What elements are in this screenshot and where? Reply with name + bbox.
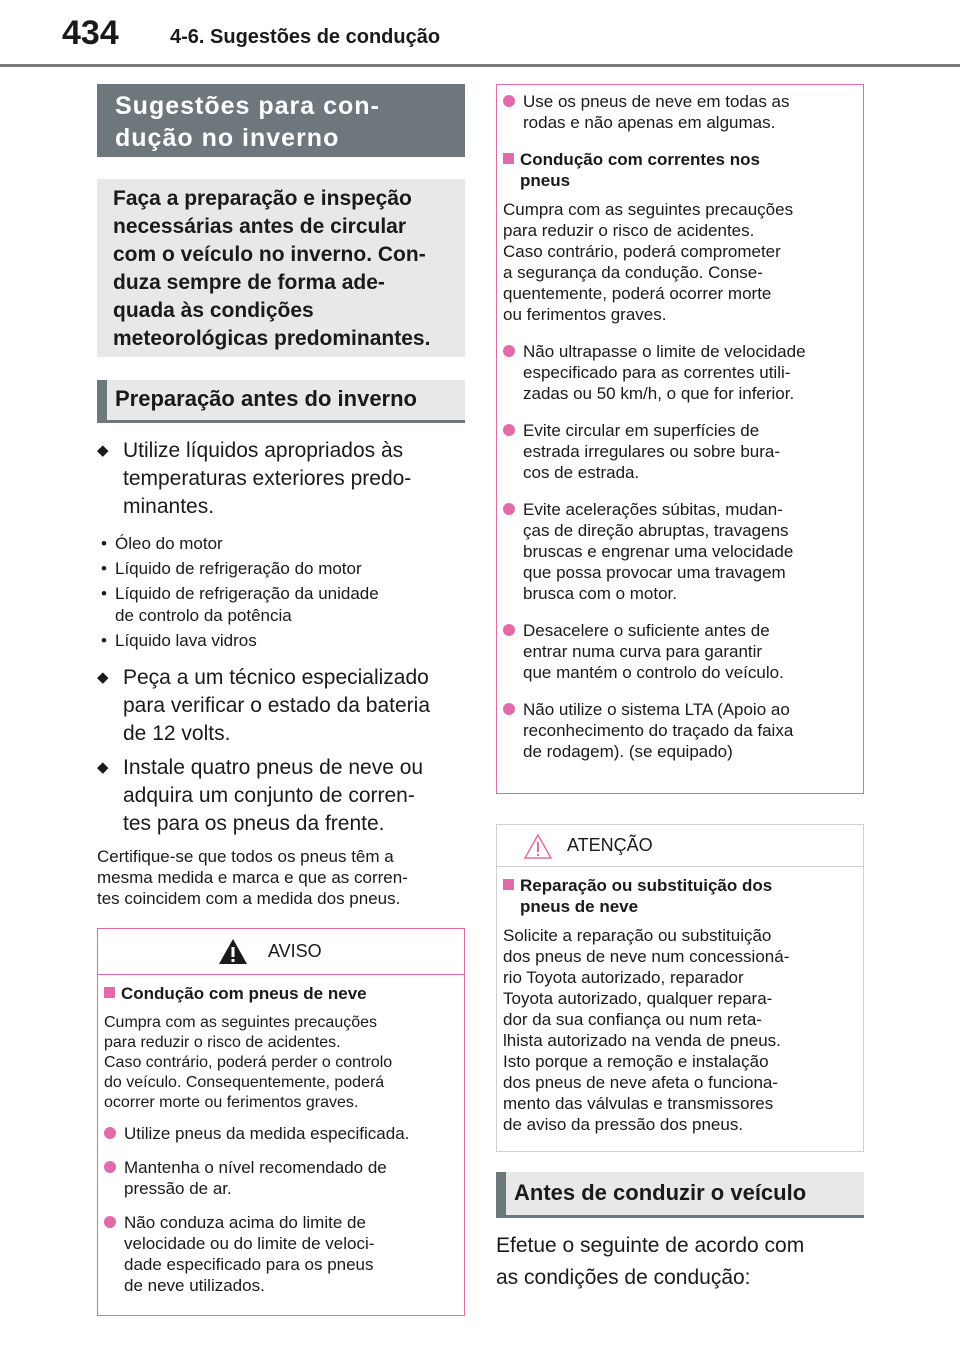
- item-line: Desacelere o suficiente antes de: [523, 621, 770, 640]
- chapter-title-line: Sugestões para con-: [115, 92, 380, 120]
- atencao-line: rio Toyota autorizado, reparador: [503, 968, 744, 987]
- list-item: [104, 1123, 458, 1144]
- list-item: [503, 420, 857, 483]
- intro-panel: [97, 179, 465, 357]
- list-item: [503, 699, 857, 762]
- chains-intro-line: Caso contrário, poderá comprometer: [503, 242, 781, 261]
- aviso-header: [98, 929, 464, 975]
- aviso-item-line: Mantenha o nível recomendado de: [124, 1158, 387, 1177]
- atencao-box: [496, 824, 864, 1152]
- section-title: 4-6. Sugestões de condução: [170, 26, 441, 48]
- page-number: 434: [62, 14, 119, 52]
- list-item: [503, 341, 857, 404]
- item-line: cos de estrada.: [523, 463, 640, 482]
- aviso-item-line: velocidade ou do limite de veloci-: [124, 1234, 375, 1253]
- item-line: zadas ou 50 km/h, o que for inferior.: [523, 384, 795, 403]
- aviso-intro-line: Caso contrário, poderá perder o controlo: [104, 1054, 393, 1071]
- list-item: • Líquido lava vidros: [101, 631, 257, 650]
- bullet-line: adquira um conjunto de corren-: [123, 784, 415, 807]
- item-line: que possa provocar uma travagem: [523, 563, 786, 582]
- chapter-title-line: dução no inverno: [115, 124, 340, 152]
- diamond-bullet-icon: ◆: [97, 669, 109, 686]
- note-line: mesma medida e marca e que as corren-: [97, 868, 408, 887]
- item-line: reconhecimento do traçado da faixa: [523, 721, 794, 740]
- chains-intro-line: Cumpra com as seguintes precauções: [503, 200, 794, 219]
- chains-intro-line: quentemente, poderá ocorrer morte: [503, 284, 772, 303]
- antes-paragraph: [496, 1230, 864, 1294]
- chains-heading-line: Condução com correntes nos: [520, 150, 760, 169]
- list-item: • Líquido de refrigeração da unidade de controlo da potência: [101, 584, 379, 625]
- aviso-item-line: de neve utilizados.: [124, 1276, 265, 1295]
- list-item: [104, 1157, 458, 1199]
- item-line: estrada irregulares ou sobre bura-: [523, 442, 781, 461]
- atencao-line: dor da sua confiança ou num reta-: [503, 1010, 762, 1029]
- atencao-heading: [503, 875, 857, 917]
- note-line: Certifique-se que todos os pneus têm a: [97, 847, 394, 866]
- aviso-item-line: Não conduza acima do limite de: [124, 1213, 366, 1232]
- atencao-line: lhista autorizado na venda de pneus.: [503, 1031, 781, 1050]
- note-paragraph: [97, 846, 465, 909]
- aviso-body: [98, 975, 464, 1304]
- item-line: especificado para as correntes utili-: [523, 363, 791, 382]
- item-line: Evite circular em superfícies de: [523, 421, 760, 440]
- list-item: [97, 754, 465, 838]
- atencao-line: de aviso da pressão dos pneus.: [503, 1115, 744, 1134]
- intro-line: com o veículo no inverno. Con-: [113, 243, 426, 266]
- item-line: Não utilize o sistema LTA (Apoio ao: [523, 700, 790, 719]
- pink-circle-icon: [104, 1161, 116, 1173]
- intro-line: necessárias antes de circular: [113, 215, 407, 238]
- pink-circle-icon: [503, 703, 515, 715]
- list-item: [97, 664, 465, 748]
- left-column: [97, 84, 465, 1316]
- item-line: Use os pneus de neve em todas as: [523, 92, 790, 111]
- aviso-item-line: Utilize pneus da medida especificada.: [124, 1124, 410, 1143]
- pink-circle-icon: [503, 95, 515, 107]
- list-item: [503, 620, 857, 683]
- atencao-line: Solicite a reparação ou substituição: [503, 926, 772, 945]
- note-line: tes coincidem com a medida dos pneus.: [97, 889, 401, 908]
- aviso-intro-line: ocorrer morte ou ferimentos graves.: [104, 1094, 359, 1111]
- bullet-line: tes para os pneus da frente.: [123, 812, 385, 835]
- pink-square-icon: [503, 879, 514, 890]
- fluid-line: Líquido de refrigeração da unidade: [115, 584, 379, 603]
- atencao-body: [497, 867, 863, 1143]
- warning-triangle-icon: [218, 938, 248, 965]
- atencao-heading-line: Reparação ou substituição dos: [520, 876, 773, 895]
- header-rule: [0, 64, 960, 67]
- chains-body: [497, 85, 863, 770]
- bullet-line: Instale quatro pneus de neve ou: [123, 756, 424, 779]
- bullet-line: de 12 volts.: [123, 722, 231, 745]
- list-item: [104, 1212, 458, 1296]
- aviso-item-line: dade especificado para os pneus: [124, 1255, 374, 1274]
- pink-circle-icon: [503, 624, 515, 636]
- pink-circle-icon: [503, 424, 515, 436]
- list-item: • Óleo do motor: [101, 534, 223, 553]
- intro-line: quada às condições: [113, 299, 314, 322]
- prep-heading: Preparação antes do inverno: [97, 380, 465, 423]
- antes-line: Efetue o seguinte de acordo com: [496, 1234, 805, 1257]
- aviso-label: AVISO: [268, 941, 322, 961]
- item-line: Não ultrapasse o limite de velocidade: [523, 342, 806, 361]
- item-line: brusca com o motor.: [523, 584, 678, 603]
- pink-circle-icon: [104, 1127, 116, 1139]
- item-line: de rodagem). (se equipado): [523, 742, 733, 761]
- item-line: Evite acelerações súbitas, mudan-: [523, 500, 783, 519]
- aviso-item-line: pressão de ar.: [124, 1179, 232, 1198]
- intro-line: duza sempre de forma ade-: [113, 271, 385, 294]
- fluid-line: Líquido de refrigeração do motor: [115, 559, 362, 578]
- chains-intro-line: a segurança da condução. Conse-: [503, 263, 763, 282]
- fluid-line: Líquido lava vidros: [115, 631, 257, 650]
- item-line: entrar numa curva para garantir: [523, 642, 763, 661]
- intro-line: meteorológicas predominantes.: [113, 327, 431, 350]
- list-item: [97, 437, 465, 521]
- atencao-line: dos pneus de neve afeta o funciona-: [503, 1073, 779, 1092]
- aviso-heading: [104, 983, 458, 1004]
- list-item: [503, 91, 857, 133]
- atencao-line: mento das válvulas e transmissores: [503, 1094, 774, 1113]
- atencao-header: [497, 825, 863, 867]
- aviso-intro-line: para reduzir o risco de acidentes.: [104, 1034, 341, 1051]
- chains-heading: [503, 149, 857, 191]
- fluid-line: de controlo da potência: [115, 606, 292, 625]
- item-line: que mantém o controlo do veículo.: [523, 663, 784, 682]
- atencao-paragraph: [503, 925, 857, 1135]
- item-line: bruscas e engrenar uma velocidade: [523, 542, 794, 561]
- bullet-line: Peça a um técnico especializado: [123, 666, 429, 689]
- atencao-label: ATENÇÃO: [567, 835, 653, 855]
- pink-circle-icon: [503, 503, 515, 515]
- item-line: ças de direção abruptas, travagens: [523, 521, 789, 540]
- pink-square-icon: [503, 153, 514, 164]
- bullet-line: para verificar o estado da bateria: [123, 694, 431, 717]
- pink-square-icon: [104, 987, 115, 998]
- list-item: [503, 499, 857, 604]
- chains-heading-line: pneus: [520, 171, 571, 190]
- bullet-line: minantes.: [123, 495, 215, 518]
- fluid-line: Óleo do motor: [115, 534, 223, 553]
- atencao-heading-line: pneus de neve: [520, 897, 639, 916]
- atencao-line: Isto porque a remoção e instalação: [503, 1052, 769, 1071]
- aviso-intro-line: do veículo. Consequentemente, poderá: [104, 1074, 385, 1091]
- fluid-list: [97, 533, 465, 652]
- chains-intro-line: ou ferimentos graves.: [503, 305, 667, 324]
- bullet-line: Utilize líquidos apropriados às: [123, 439, 404, 462]
- right-column: [496, 84, 864, 1294]
- warning-outline-icon: [523, 833, 553, 860]
- chapter-title: [97, 84, 465, 157]
- atencao-line: dos pneus de neve num concessioná-: [503, 947, 790, 966]
- intro-line: Faça a preparação e inspeção: [113, 187, 412, 210]
- pink-circle-icon: [503, 345, 515, 357]
- page-header: [0, 0, 960, 66]
- aviso-box: [97, 928, 465, 1316]
- aviso-heading-text: Condução com pneus de neve: [121, 984, 367, 1003]
- bullet-line: temperaturas exteriores predo-: [123, 467, 412, 490]
- antes-line: as condições de condução:: [496, 1266, 751, 1289]
- chains-intro: [503, 199, 857, 325]
- aviso-intro: [104, 1013, 458, 1113]
- chains-box: [496, 84, 864, 794]
- item-line: rodas e não apenas em algumas.: [523, 113, 776, 132]
- atencao-line: Toyota autorizado, qualquer repara-: [503, 989, 773, 1008]
- chains-intro-line: para reduzir o risco de acidentes.: [503, 221, 755, 240]
- diamond-bullet-icon: ◆: [97, 442, 109, 459]
- antes-heading: Antes de conduzir o veículo: [496, 1172, 864, 1218]
- diamond-bullet-icon: ◆: [97, 759, 109, 776]
- pink-circle-icon: [104, 1216, 116, 1228]
- aviso-intro-line: Cumpra com as seguintes precauções: [104, 1014, 378, 1031]
- list-item: • Líquido de refrigeração do motor: [101, 559, 362, 578]
